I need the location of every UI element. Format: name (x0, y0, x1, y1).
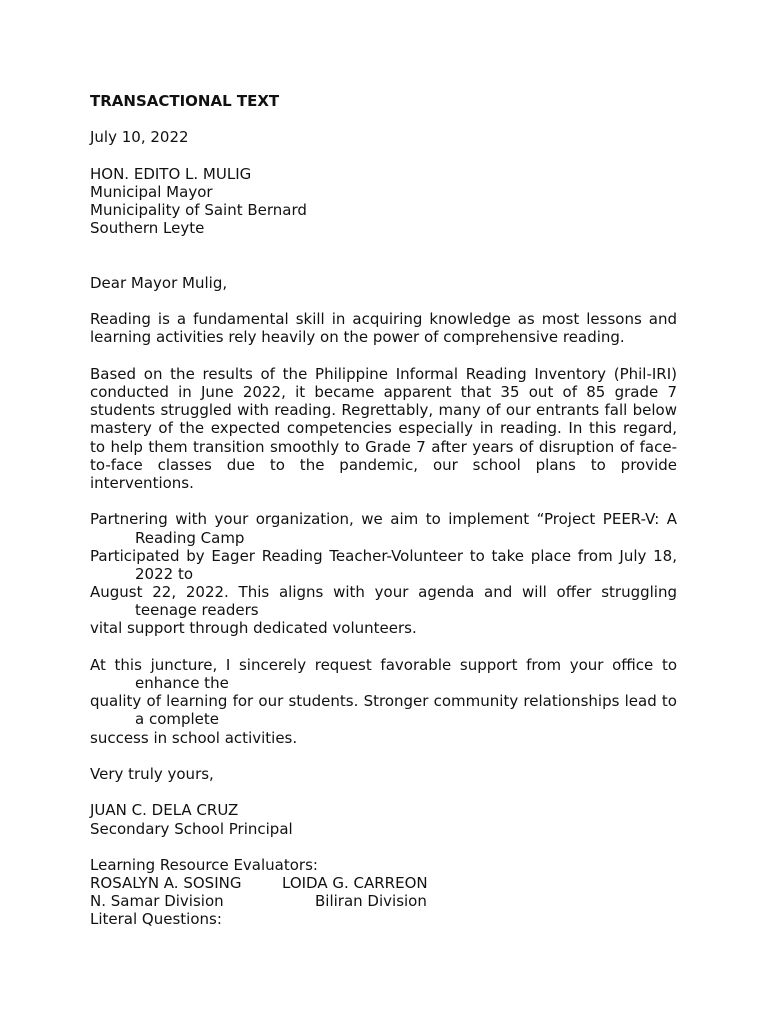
letter (90, 92, 677, 929)
paragraph-4 (90, 656, 677, 747)
letter-date: July 10, 2022 (90, 128, 189, 147)
recipient-name: HON. EDITO L. MULIG (90, 164, 252, 183)
sender-position: Secondary School Principal (90, 819, 293, 838)
paragraph-line: Reading Camp (135, 528, 245, 547)
paragraph-line: Participated by Eager Reading Teacher-Volunteer to take place from July 18, (90, 546, 677, 565)
recipient-province: Southern Leyte (90, 219, 205, 238)
paragraph-line: Partnering with your organization, we aim to implement “Project PEER-V: A (90, 510, 677, 529)
paragraph-3 (90, 510, 677, 637)
recipient-position: Municipal Mayor (90, 182, 213, 201)
recipient-office: Municipality of Saint Bernard (90, 201, 307, 220)
document-title: TRANSACTIONAL TEXT (90, 92, 280, 110)
evaluator-division: Biliran Division (315, 892, 427, 911)
evaluator-division: N. Samar Division (90, 892, 224, 911)
paragraph-line: At this juncture, I sincerely request favorable support from your office to (90, 655, 677, 674)
paragraph-line: teenage readers (135, 601, 259, 620)
paragraph-line: enhance the (135, 674, 229, 692)
paragraph-line: a complete (135, 710, 220, 729)
paragraph-line: August 22, 2022. This aligns with your agenda and will offer struggling (90, 583, 677, 602)
paragraph-line: students struggled with reading. Regrettably, many of our entrants fall below (90, 401, 677, 420)
salutation: Dear Mayor Mulig, (90, 273, 228, 292)
paragraph-line: interventions. (90, 473, 194, 492)
questions-heading: Literal Questions: (90, 910, 222, 929)
closing: Very truly yours, (90, 764, 214, 783)
paragraph-line: Based on the results of the Philippine Informal Reading Inventory (Phil-IRI) (90, 364, 677, 383)
paragraph-2 (90, 365, 677, 492)
evaluator-name: ROSALYN A. SOSING (90, 874, 242, 893)
paragraph-line: mastery of the expected competencies especially in reading. In this regard, (90, 419, 677, 438)
paragraph-1 (90, 310, 677, 346)
paragraph-line: to-face classes due to the pandemic, our school plans to provide (90, 455, 677, 474)
paragraph-line: to help them transition smoothly to Grade 7 after years of disruption of face- (90, 437, 677, 456)
evaluator-names-row (90, 874, 677, 892)
paragraph-line: quality of learning for our students. Stronger community relationships lead to (90, 692, 677, 711)
paragraph-line: 2022 to (135, 564, 194, 583)
paragraph-line: vital support through dedicated volunteers. (90, 619, 417, 638)
paragraph-line: Reading is a fundamental skill in acquiring knowledge as most lessons and (90, 310, 677, 329)
sender-name: JUAN C. DELA CRUZ (90, 801, 239, 820)
evaluator-name: LOIDA G. CARREON (282, 874, 428, 893)
paragraph-line: learning activities rely heavily on the power of comprehensive reading. (90, 328, 625, 347)
evaluators-heading: Learning Resource Evaluators: (90, 855, 318, 874)
paragraph-line: success in school activities. (90, 728, 298, 747)
paragraph-line: conducted in June 2022, it became apparent that 35 out of 85 grade 7 (90, 383, 677, 401)
evaluator-divisions-row (90, 892, 677, 910)
